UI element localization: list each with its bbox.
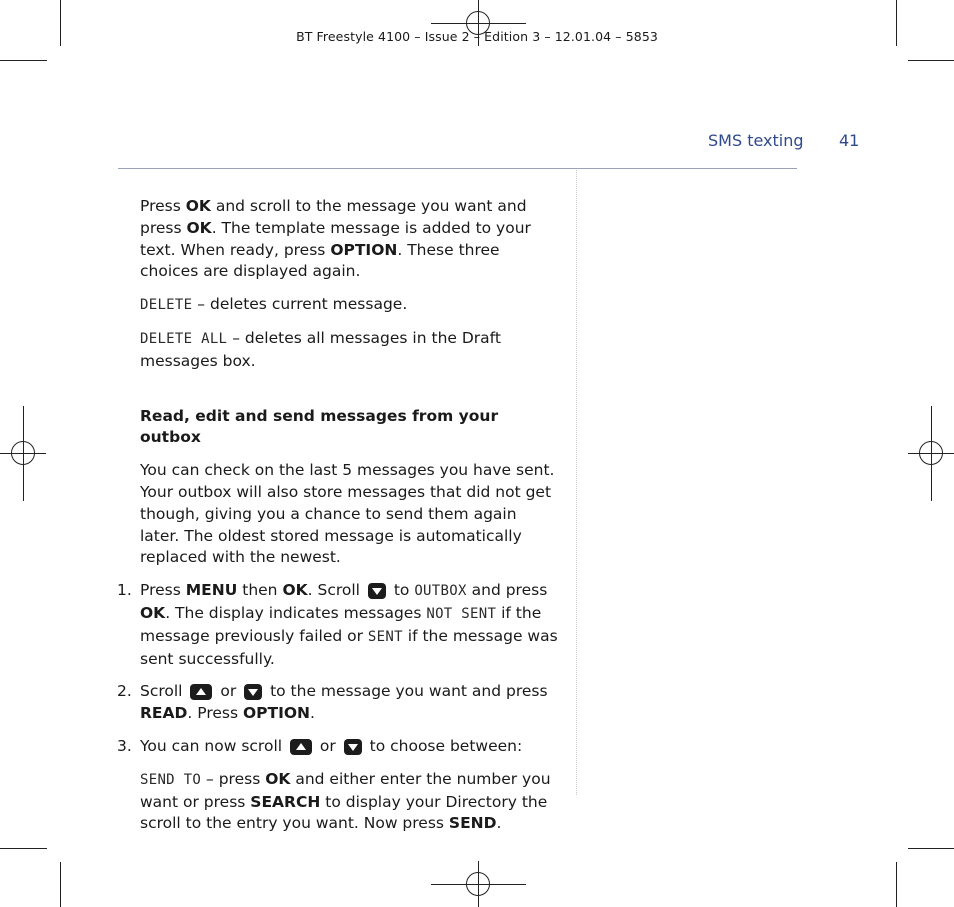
lcd-text: SENT [367, 628, 403, 645]
lcd-text: DELETE [140, 297, 193, 314]
lcd-text: OUTBOX [414, 583, 467, 600]
crop-mark [0, 848, 47, 849]
crop-mark [60, 862, 61, 907]
section-heading: Read, edit and send messages from your outbox [140, 406, 499, 447]
steps-list [117, 580, 560, 758]
list-item: 2. Scroll or to the message you want and press READ. Press OPTION. [117, 682, 548, 723]
intro-paragraph: Press OK and scroll to the message you want and press OK. The template message is added to your text. When ready, press OPTION. These three choices are displayed again. [140, 197, 531, 281]
option-delete: DELETE – deletes current message. [140, 295, 408, 314]
step-number: 2. [117, 682, 132, 701]
page-number: 41 [839, 131, 860, 150]
section-body: You can check on the last 5 messages you have sent. Your outbox will also store messages that did not get though, giving you a chance to send them again later. The oldest stored message is automatically replaced with the newest. [140, 461, 555, 567]
scroll-down-key-icon [344, 739, 362, 755]
scroll-up-key-icon [190, 684, 212, 700]
option-send-to: SEND TO – press OK and either enter the number you want or press SEARCH to display your Directory the scroll to the entry you want. Now press SEND. [140, 769, 551, 833]
lcd-text: NOT SENT [426, 605, 497, 622]
step-number: 3. [117, 736, 132, 755]
list-item: 1. Press MENU then OK. Scroll to OUTBOX and press OK. The display indicates messages NOT SENT if the message previously failed or SENT if the message was sent successfully. [117, 581, 558, 668]
crop-mark [908, 848, 954, 849]
header-rule [118, 168, 797, 169]
lcd-text: DELETE ALL [140, 330, 228, 347]
running-header-section: SMS texting [708, 131, 804, 150]
page-content [117, 196, 560, 835]
scroll-down-key-icon [244, 684, 262, 700]
print-slug: BT Freestyle 4100 – Issue 2 – Edition 3 – 12.01.04 – 5853 [296, 29, 658, 44]
crop-mark [908, 60, 954, 61]
step-number: 1. [117, 581, 132, 600]
option-delete-all: DELETE ALL – deletes all messages in the Draft messages box. [140, 328, 501, 370]
crop-mark [896, 862, 897, 907]
column-divider [576, 170, 577, 795]
scroll-up-key-icon [290, 739, 312, 755]
crop-mark [0, 60, 47, 61]
scroll-down-key-icon [368, 583, 386, 599]
lcd-text: SEND TO [140, 771, 202, 788]
list-item: 3. You can now scroll or to choose between: [140, 736, 560, 758]
